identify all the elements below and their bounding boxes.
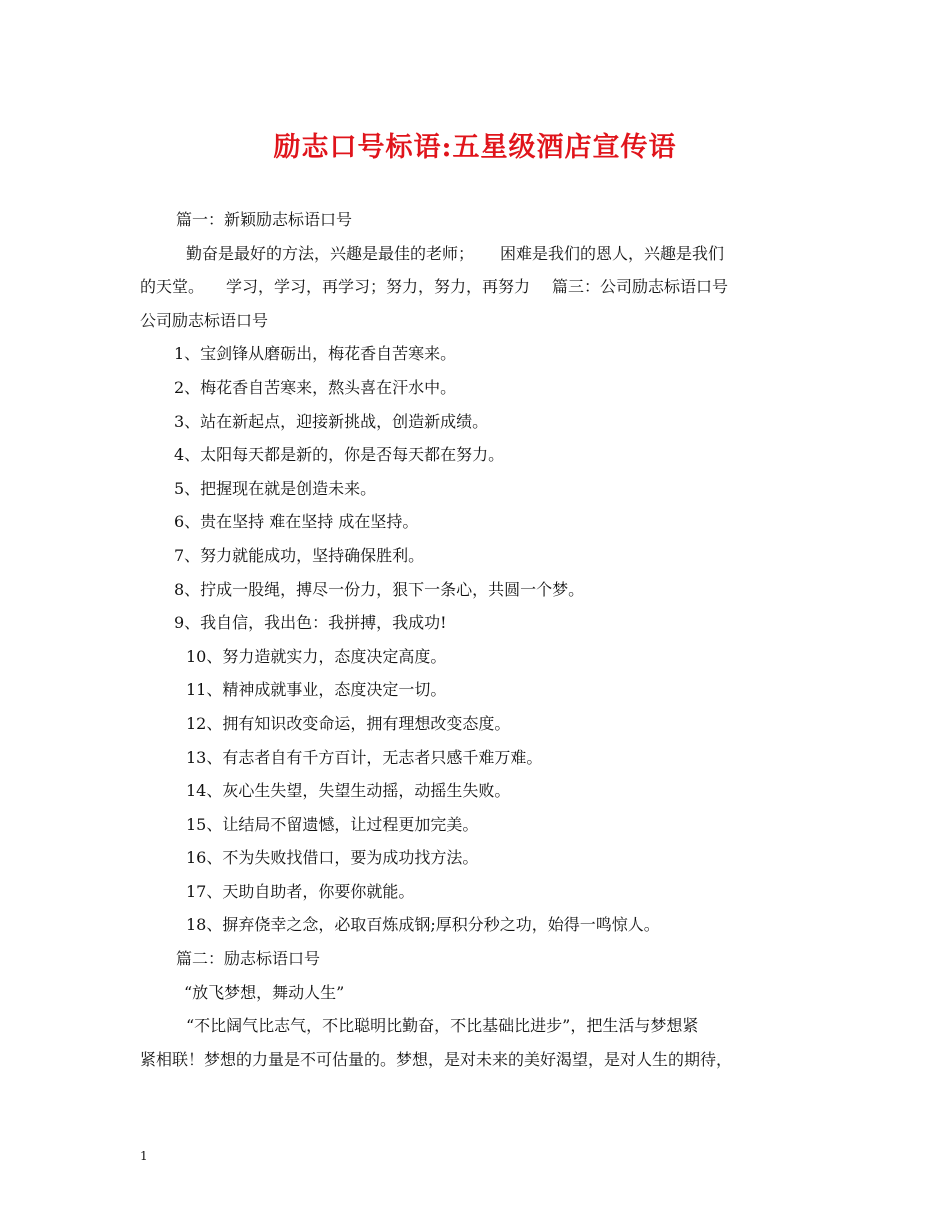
paragraph-text: 的天堂。 (140, 277, 205, 297)
list-item: 14、灰心生失望，失望生动摇，动摇生失败。 (186, 781, 511, 801)
list-item: 18、摒弃侥幸之念，必取百炼成钢;厚积分秒之功，始得一鸣惊人。 (186, 915, 660, 935)
paragraph-text: 学习，学习，再学习；努力，努力，再努力 (226, 277, 531, 297)
paragraph-text: “不比阔气比志气，不比聪明比勤奋，不比基础比进步”，把生活与梦想紧 (186, 1016, 699, 1036)
page-title: 励志口号标语:五星级酒店宣传语 (273, 132, 677, 163)
list-item: 16、不为失败找借口，要为成功找方法。 (186, 848, 479, 868)
list-item: 8、拧成一股绳，搏尽一份力，狠下一条心，共圆一个梦。 (174, 579, 585, 599)
section-heading-2 (140, 942, 840, 976)
paragraph-text: 困难是我们的恩人，兴趣是我们 (500, 243, 725, 263)
paragraph-text: 勤奋是最好的方法，兴趣是最佳的老师； (186, 243, 475, 263)
list-item: 6、贵在坚持 难在坚持 成在坚持。 (174, 512, 419, 532)
list-item: 2、梅花香自苦寒来，熬头喜在汗水中。 (174, 377, 457, 397)
document-body (140, 203, 840, 1076)
quote-line (140, 976, 840, 1010)
list-item: 15、让结局不留遗憾，让过程更加完美。 (186, 814, 479, 834)
section-heading-text: 篇二：励志标语口号 (176, 949, 321, 969)
page-number: 1 (140, 1149, 148, 1163)
section-heading-1 (140, 203, 840, 237)
quote-text: “放飞梦想，舞动人生” (184, 982, 345, 1002)
list-item: 17、天助自助者，你要你就能。 (186, 881, 415, 901)
paragraph-text: 公司励志标语口号 (140, 310, 269, 330)
list-item: 5、把握现在就是创造未来。 (174, 478, 377, 498)
list-item: 12、拥有知识改变命运，拥有理想改变态度。 (186, 713, 511, 733)
list-item: 13、有志者自有千方百计，无志者只感千难万难。 (186, 747, 543, 767)
paragraph-line (140, 270, 840, 304)
paragraph-line (140, 1009, 840, 1043)
list-item: 9、我自信，我出色：我拼搏，我成功! (174, 613, 447, 633)
paragraph-text: 紧相联！梦想的力量是不可估量的。梦想，是对未来的美好渴望，是对人生的期待， (140, 1049, 733, 1069)
paragraph-line (140, 237, 840, 271)
list-item: 7、努力就能成功，坚持确保胜利。 (174, 545, 425, 565)
list-item: 10、努力造就实力，态度决定高度。 (186, 646, 447, 666)
paragraph-line (140, 1043, 840, 1077)
paragraph-text: 篇三：公司励志标语口号 (552, 277, 729, 297)
list-item: 3、站在新起点，迎接新挑战，创造新成绩。 (174, 411, 489, 431)
section-heading-text: 篇一：新颖励志标语口号 (176, 210, 353, 229)
list-item: 4、太阳每天都是新的，你是否每天都在努力。 (174, 445, 505, 465)
list-item: 1、宝剑锋从磨砺出，梅花香自苦寒来。 (174, 344, 457, 364)
paragraph-line (140, 304, 840, 338)
list-item: 11、精神成就事业，态度决定一切。 (186, 680, 447, 700)
